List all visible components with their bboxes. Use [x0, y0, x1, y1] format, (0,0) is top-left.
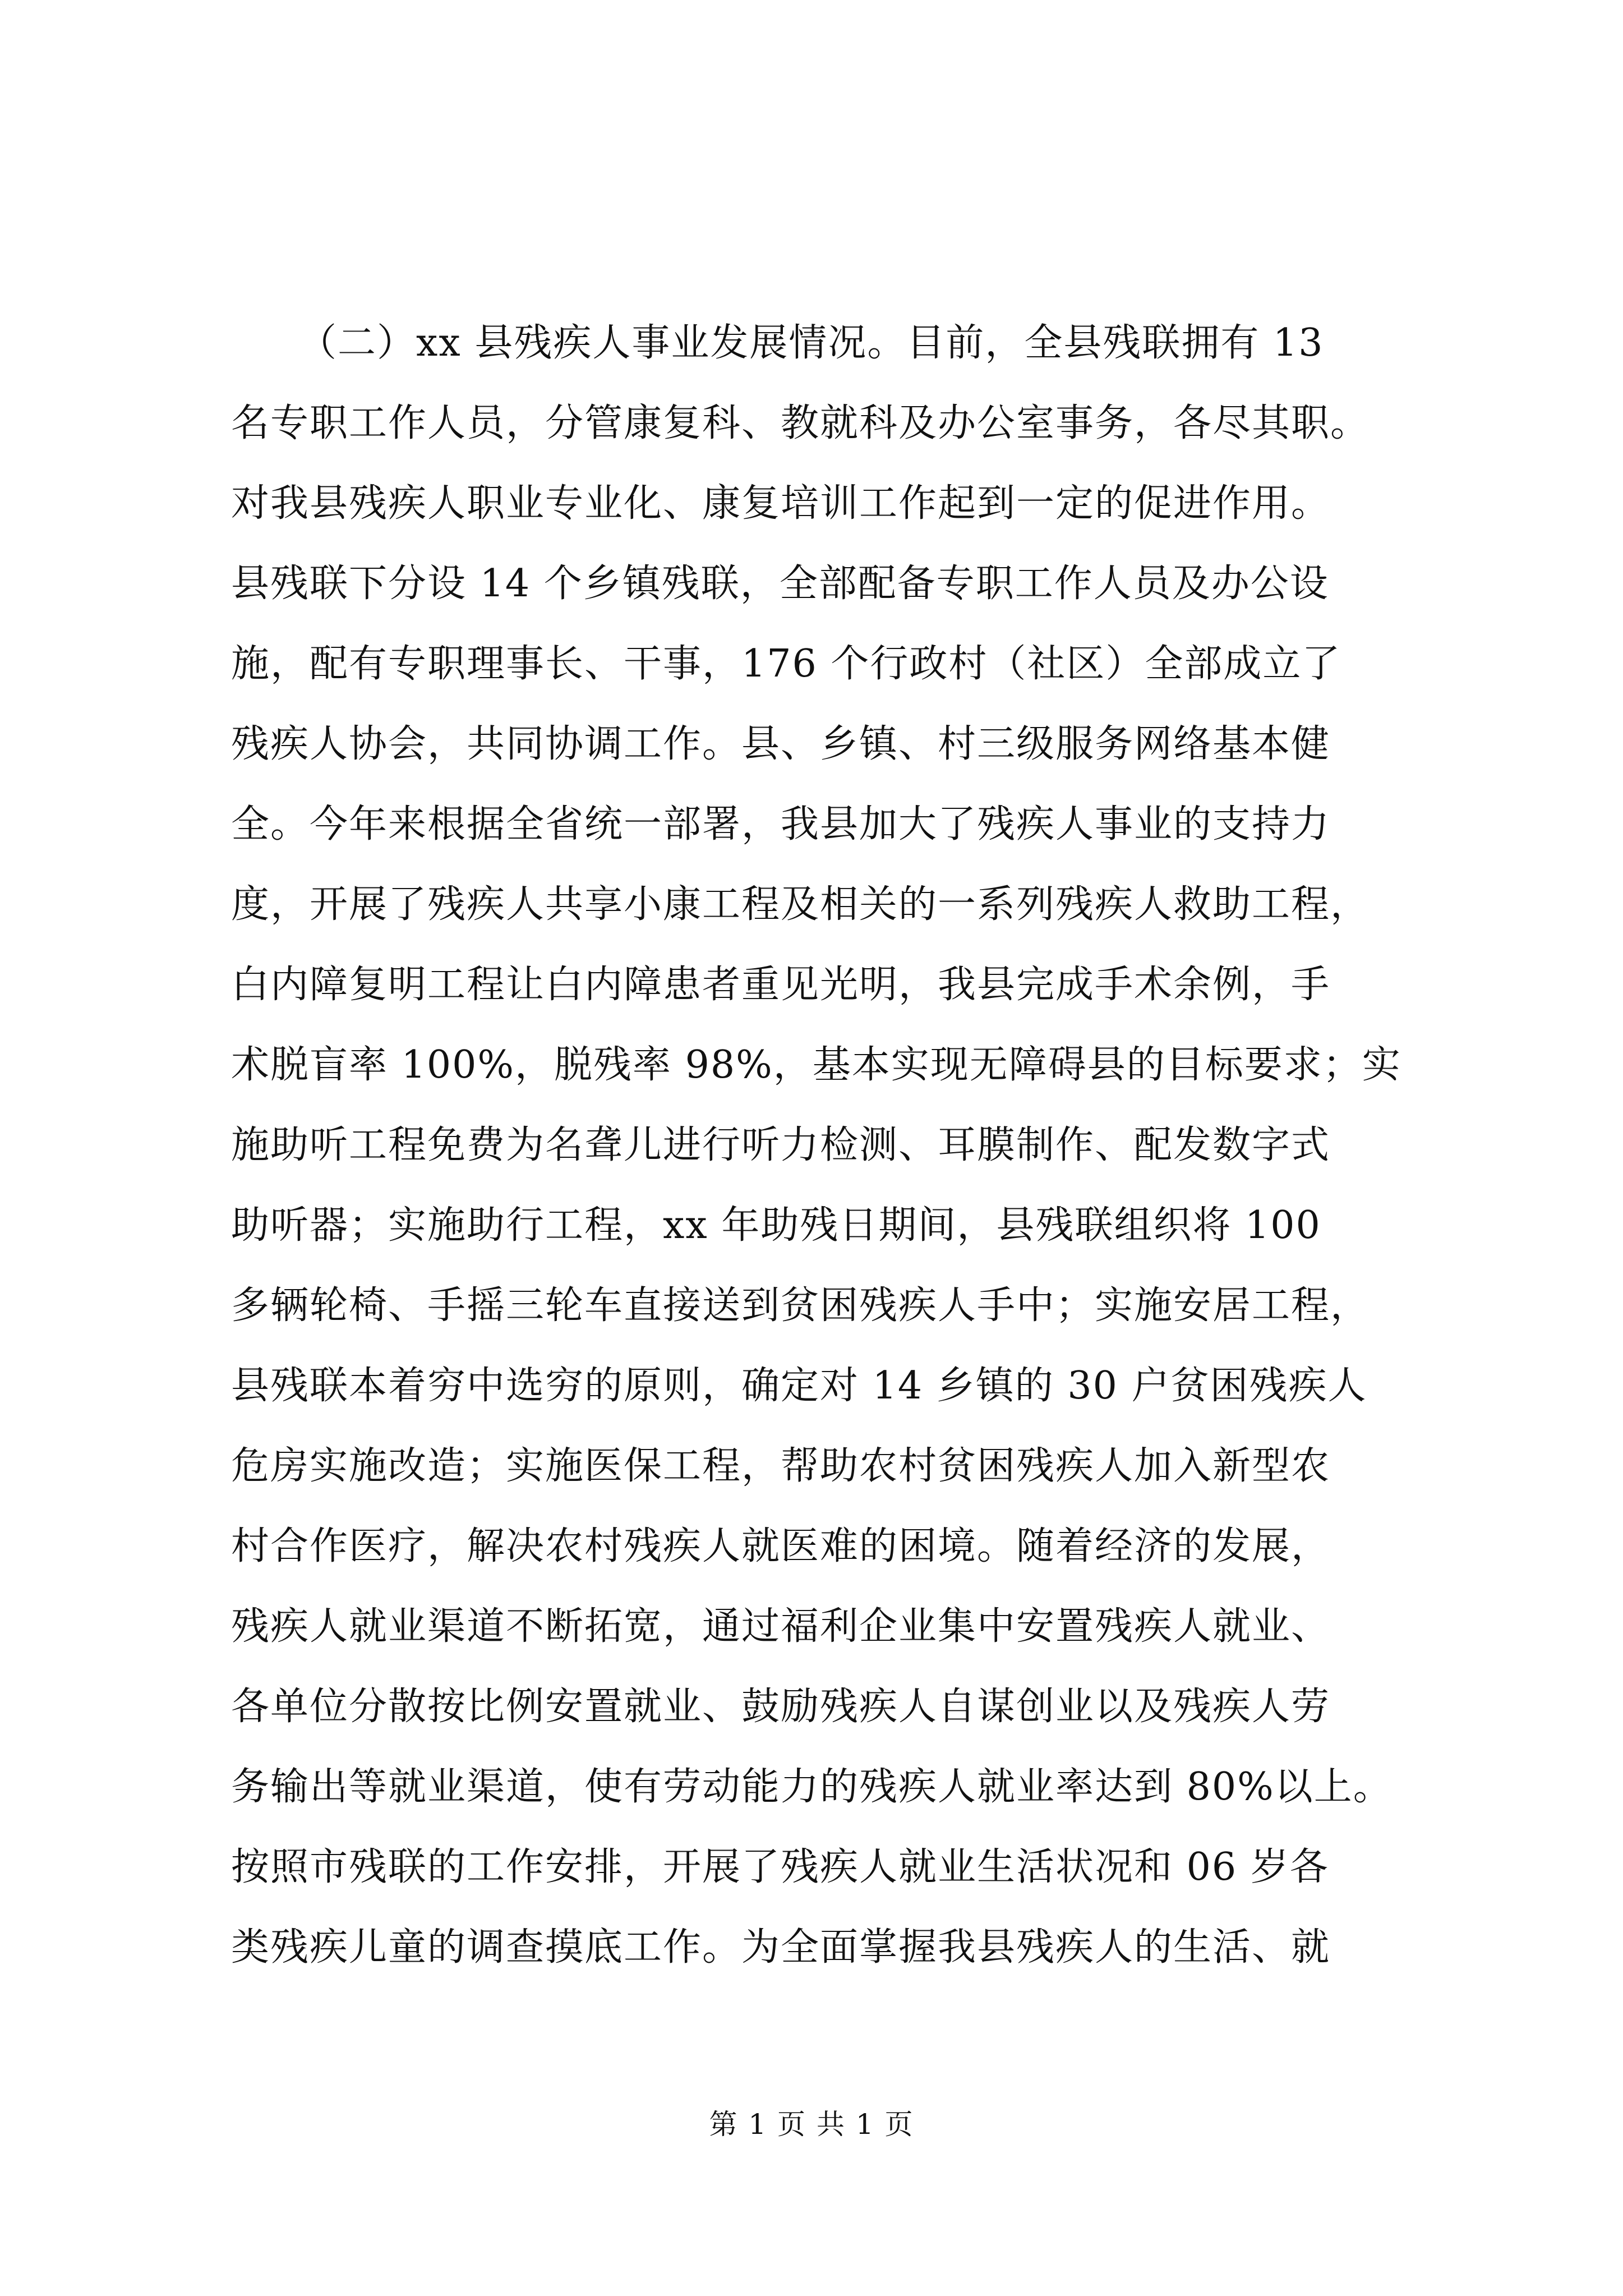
paragraph-line: 县残联本着穷中选穷的原则，确定对 14 乡镇的 30 户贫困残疾人: [231, 1364, 1367, 1408]
paragraph-line: 多辆轮椅、手摇三轮车直接送到贫困残疾人手中；实施安居工程，: [231, 1283, 1370, 1328]
paragraph-line: 全。今年来根据全省统一部署，我县加大了残疾人事业的支持力: [231, 802, 1331, 846]
document-body: [231, 303, 1409, 1987]
paragraph-line: 按照市残联的工作安排，开展了残疾人就业生活状况和 06 岁各: [231, 1845, 1329, 1889]
paragraph-line: 白内障复明工程让白内障患者重见光明，我县完成手术余例，手: [231, 963, 1331, 1007]
paragraph-line: 残疾人就业渠道不断拓宽，通过福利企业集中安置残疾人就业、: [231, 1604, 1331, 1649]
paragraph-line: 危房实施改造；实施医保工程，帮助农村贫困残疾人加入新型农: [231, 1444, 1331, 1488]
paragraph-line: （二）xx 县残疾人事业发展情况。目前，全县残联拥有 13: [298, 321, 1324, 365]
paragraph-line: 各单位分散按比例安置就业、鼓励残疾人自谋创业以及残疾人劳: [231, 1685, 1331, 1729]
paragraph-line: 对我县残疾人职业专业化、康复培训工作起到一定的促进作用。: [231, 481, 1331, 526]
paragraph-line: 施，配有专职理事长、干事，176 个行政村（社区）全部成立了: [231, 642, 1341, 686]
paragraph-line: 类残疾儿童的调查摸底工作。为全面掌握我县残疾人的生活、就: [231, 1925, 1331, 1970]
paragraph-line: 度，开展了残疾人共享小康工程及相关的一系列残疾人救助工程，: [231, 882, 1370, 927]
page-number-footer: 第 1 页 共 1 页: [709, 2108, 914, 2141]
paragraph-line: 县残联下分设 14 个乡镇残联，全部配备专职工作人员及办公设: [231, 562, 1329, 606]
paragraph-line: 务输出等就业渠道，使有劳动能力的残疾人就业率达到 80%以上。: [231, 1765, 1393, 1809]
paragraph-line: 名专职工作人员，分管康复科、教就科及办公室事务，各尽其职。: [231, 401, 1370, 445]
paragraph-line: 村合作医疗，解决农村残疾人就医难的困境。随着经济的发展，: [231, 1524, 1331, 1568]
paragraph-line: 施助听工程免费为名聋儿进行听力检测、耳膜制作、配发数字式: [231, 1123, 1331, 1167]
paragraph-line: 残疾人协会，共同协调工作。县、乡镇、村三级服务网络基本健: [231, 722, 1331, 766]
paragraph-line: 助听器；实施助行工程，xx 年助残日期间，县残联组织将 100: [231, 1203, 1321, 1248]
paragraph-line: 术脱盲率 100%，脱残率 98%，基本实现无障碍县的目标要求；实: [231, 1043, 1401, 1087]
